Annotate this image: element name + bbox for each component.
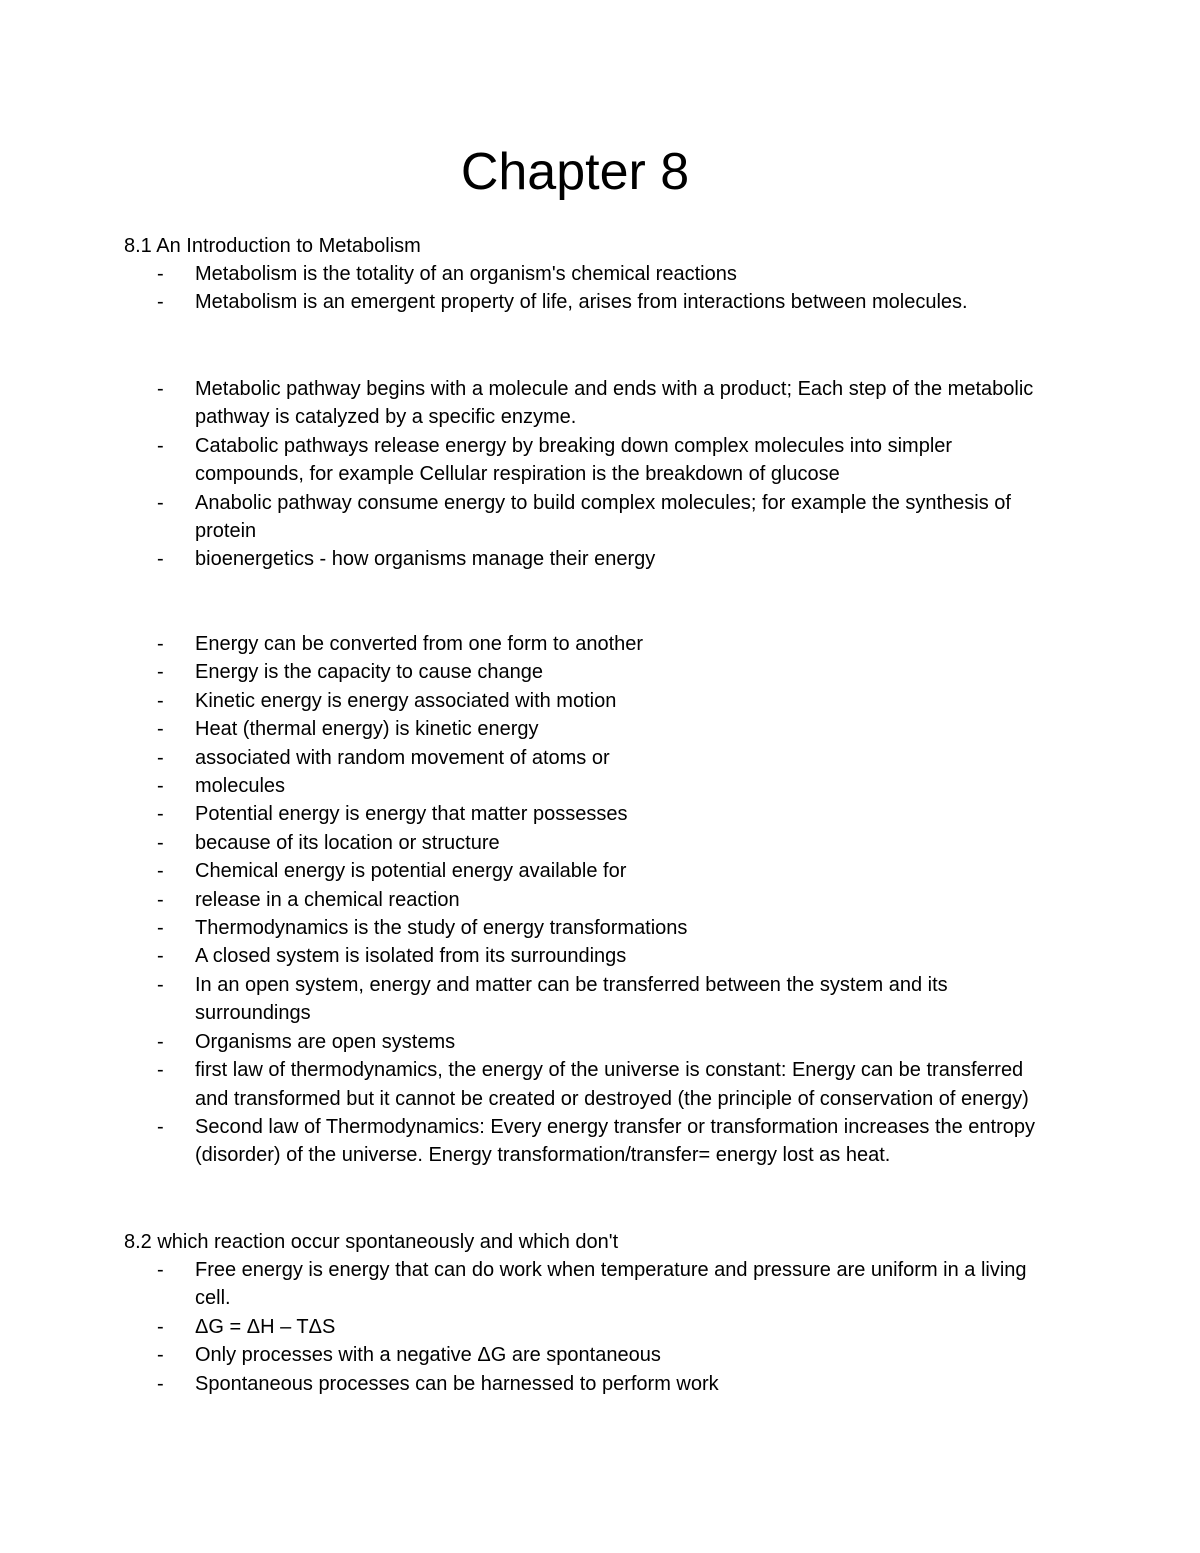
list-item-text: Kinetic energy is energy associated with motion [195,689,617,712]
bullet-dash: - [157,831,164,854]
section-heading-8-1: 8.1 An Introduction to Metabolism [124,235,421,257]
list-item [0,545,1100,573]
list-item-text: because of its location or structure [195,831,500,854]
list-item-text: Thermodynamics is the study of energy transformations [195,917,688,940]
list-item [0,744,1100,772]
list-item [0,1370,1100,1398]
list-item-text: Energy is the capacity to cause change [195,661,543,684]
list-item-text: Free energy is energy that can do work when temperature and pressure are uniform in a living cell. [195,1259,1027,1310]
bullet-dash: - [157,661,164,684]
bullet-dash: - [157,1115,164,1138]
bullet-dash: - [157,973,164,996]
list-item-text: A closed system is isolated from its surroundings [195,945,627,968]
list-item [0,260,1100,288]
list-item-text: Potential energy is energy that matter possesses [195,803,628,826]
list-item-text: associated with random movement of atoms or [195,746,610,769]
bullet-dash: - [157,434,164,457]
list-item [0,971,1100,1028]
list-item [0,375,1100,432]
section-heading-8-2: 8.2 which reaction occur spontaneously and which don't [124,1231,619,1253]
bullet-dash: - [157,1030,164,1053]
list-item-text: Organisms are open systems [195,1030,456,1053]
bullet-dash: - [157,945,164,968]
bullet-dash: - [157,775,164,798]
list-item [0,432,1100,489]
list-item [0,829,1100,857]
list-item [0,942,1100,970]
list-item [0,1256,1100,1313]
bullet-dash: - [157,548,164,571]
list-item-text: Catabolic pathways release energy by breaking down complex molecules into simpler compounds, for example Cellular respiration is the breakdown of glucose [195,434,953,486]
list-item [0,1113,1100,1170]
list-item [0,800,1100,828]
list-item [0,715,1100,743]
list-item [0,914,1100,942]
bullet-dash: - [157,917,164,940]
bullet-dash: - [157,746,164,769]
list-item [0,630,1100,658]
list-item-text: Energy can be converted from one form to another [195,633,644,655]
list-item [0,288,1100,316]
list-item-text: first law of thermodynamics, the energy of the universe is constant: Energy can be transferred and transformed but it cannot be created or destroyed (the principle of conservation of energy) [195,1059,1029,1110]
bullet-dash: - [157,378,164,400]
bullet-dash: - [157,803,164,826]
list-item [0,1056,1100,1113]
list-item [0,1313,1100,1341]
list-item [0,857,1100,885]
bullet-dash: - [157,1315,164,1338]
bullet-dash: - [157,291,164,314]
bullet-dash: - [157,1344,164,1367]
bullet-list-energy [0,630,1100,1170]
bullet-dash: - [157,633,164,655]
bullet-dash: - [157,860,164,883]
list-item-text: bioenergetics - how organisms manage their energy [195,548,656,571]
equation-text: ΔG = ΔH – TΔS [195,1315,336,1338]
list-item-text: molecules [195,775,286,798]
list-item [0,772,1100,800]
bullet-dash: - [157,263,164,285]
list-item-text: release in a chemical reaction [195,888,460,911]
bullet-list-metabolism-intro [0,260,1100,317]
bullet-list-pathways [0,375,1100,574]
list-item [0,886,1100,914]
list-item [0,1341,1100,1369]
bullet-dash: - [157,491,164,514]
bullet-dash: - [157,888,164,911]
bullet-dash: - [157,1372,164,1395]
list-item [0,489,1100,546]
list-item-text: Spontaneous processes can be harnessed to perform work [195,1372,719,1395]
list-item-text: Metabolism is the totality of an organism's chemical reactions [195,263,737,285]
list-item-text: Heat (thermal energy) is kinetic energy [195,718,539,741]
bullet-dash: - [157,689,164,712]
list-item [0,1028,1100,1056]
list-item-text: In an open system, energy and matter can be transferred between the system and its surroundings [195,973,948,1025]
list-item-text: Metabolism is an emergent property of life, arises from interactions between molecules. [195,291,968,314]
list-item-text: Metabolic pathway begins with a molecule and ends with a product; Each step of the metabolic pathway is catalyzed by a specific enzyme. [195,378,1034,429]
list-item-text: Chemical energy is potential energy available for [195,860,627,883]
list-item [0,658,1100,686]
page-title: Chapter 8 [460,143,690,201]
bullet-list-free-energy [0,1256,1100,1398]
bullet-dash: - [157,718,164,741]
list-item-text: Anabolic pathway consume energy to build complex molecules; for example the synthesis of protein [195,491,1011,543]
list-item-text: Second law of Thermodynamics: Every energy transfer or transformation increases the entropy (disorder) of the universe. Energy transformation/transfer= energy lost as heat. [195,1115,1036,1167]
list-item-text: Only processes with a negative ΔG are spontaneous [195,1344,661,1367]
bullet-dash: - [157,1259,164,1281]
list-item [0,687,1100,715]
bullet-dash: - [157,1059,164,1082]
